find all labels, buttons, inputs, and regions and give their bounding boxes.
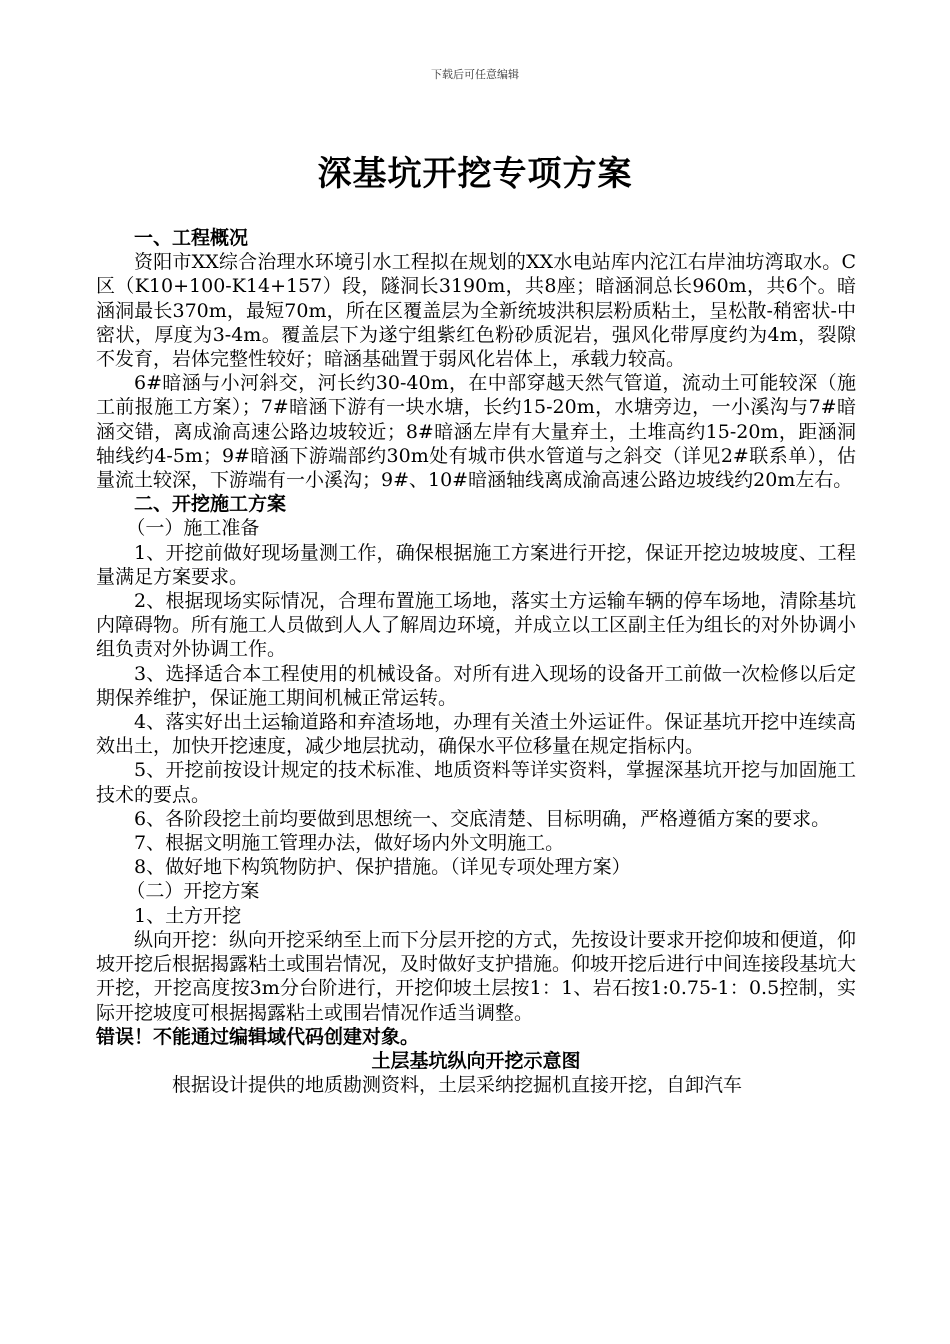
subsection-heading-excavation: （二）开挖方案 bbox=[126, 880, 260, 903]
list-item: 5、开挖前按设计规定的技术标准、地质资料等详实资料，掌握深基坑开挖与加固施工技术的要点。 bbox=[96, 759, 856, 806]
section-heading-excavation-plan: 二、开挖施工方案 bbox=[134, 493, 287, 516]
list-item: 1、土方开挖 bbox=[134, 904, 242, 927]
list-item: 7、根据文明施工管理办法，做好场内外文明施工。 bbox=[134, 832, 565, 855]
paragraph-soil-excavation: 根据设计提供的地质勘测资料，土层采纳挖掘机直接开挖，自卸汽车 bbox=[172, 1074, 743, 1097]
list-item: 4、落实好出土运输道路和弃渣场地，办理有关渣土外运证件。保证基坑开挖中连续高效出土，加快开挖速度，减少地层扰动，确保水平位移量在规定指标内。 bbox=[96, 711, 856, 758]
paragraph-longitudinal-excavation: 纵向开挖：纵向开挖采纳至上而下分层开挖的方式，先按设计要求开挖仰坡和便道，仰坡开挖后根据揭露粘土或围岩情况，及时做好支护措施。仰坡开挖后进行中间连接段基坑大开挖，开挖高度按3m分台阶进行，开挖仰坡土层按1：1、岩石按1:0.75-1：0.5控制，实际开挖坡度可根据揭露粘土或围岩情况作适当调整。 bbox=[96, 928, 857, 1024]
header-note: 下载后可任意编辑 bbox=[431, 68, 519, 81]
list-item: 6、各阶段挖土前均要做到思想统一、交底清楚、目标明确，严格遵循方案的要求。 bbox=[134, 807, 831, 830]
list-item: 1、开挖前做好现场量测工作，确保根据施工方案进行开挖，保证开挖边坡坡度、工程量满足方案要求。 bbox=[96, 541, 856, 588]
field-code-error: 错误！不能通过编辑域代码创建对象。 bbox=[96, 1025, 420, 1048]
document-title: 深基坑开挖专项方案 bbox=[317, 154, 633, 194]
document-body bbox=[96, 226, 856, 1097]
figure-caption: 土层基坑纵向开挖示意图 bbox=[371, 1049, 581, 1072]
paragraph-overview-2: 6#暗涵与小河斜交，河长约30-40m，在中部穿越天然气管道，流动土可能较深（施工前报施工方案）；7#暗涵下游有一块水塘，长约15-20m，水塘旁边，一小溪沟与7#暗涵交错，离成渝高速公路边坡较近；8#暗涵左岸有大量弃土，土堆高约15-20m，距涵洞轴线约4-5m；9#暗涵下游端部约30m处有城市供水管道与之斜交（详见2#联系单），估量流土较深，下游端有一小溪沟；9#、10#暗涵轴线离成渝高速公路边坡线约20m左右。 bbox=[96, 372, 856, 492]
list-item: 3、选择适合本工程使用的机械设备。对所有进入现场的设备开工前做一次检修以后定期保养维护，保证施工期间机械正常运转。 bbox=[96, 662, 856, 709]
list-item: 8、做好地下构筑物防护、保护措施。（详见专项处理方案） bbox=[134, 856, 631, 879]
list-item: 2、根据现场实际情况，合理布置施工场地，落实土方运输车辆的停车场地，清除基坑内障碍物。所有施工人员做到人人了解周边环境，并成立以工区副主任为组长的对外协调小组负责对外协调工作。 bbox=[96, 590, 857, 661]
paragraph-overview-1: 资阳市XX综合治理水环境引水工程拟在规划的XX水电站库内沱江右岸油坊湾取水。C区（K10+100-K14+157）段，隧洞长3190m，共8座；暗涵洞总长960m，共6个。暗涵洞最长370m，最短70m，所在区覆盖层为全新统坡洪积层粉质粘土，呈松散-稍密状-中密状，厚度为3-4m。覆盖层下为遂宁组紫红色粉砂质泥岩，强风化带厚度约为4m，裂隙不发育，岩体完整性较好；暗涵基础置于弱风化岩体上，承载力较高。 bbox=[96, 251, 856, 371]
section-heading-overview: 一、工程概况 bbox=[134, 227, 249, 249]
subsection-heading-preparation: （一）施工准备 bbox=[126, 517, 260, 540]
